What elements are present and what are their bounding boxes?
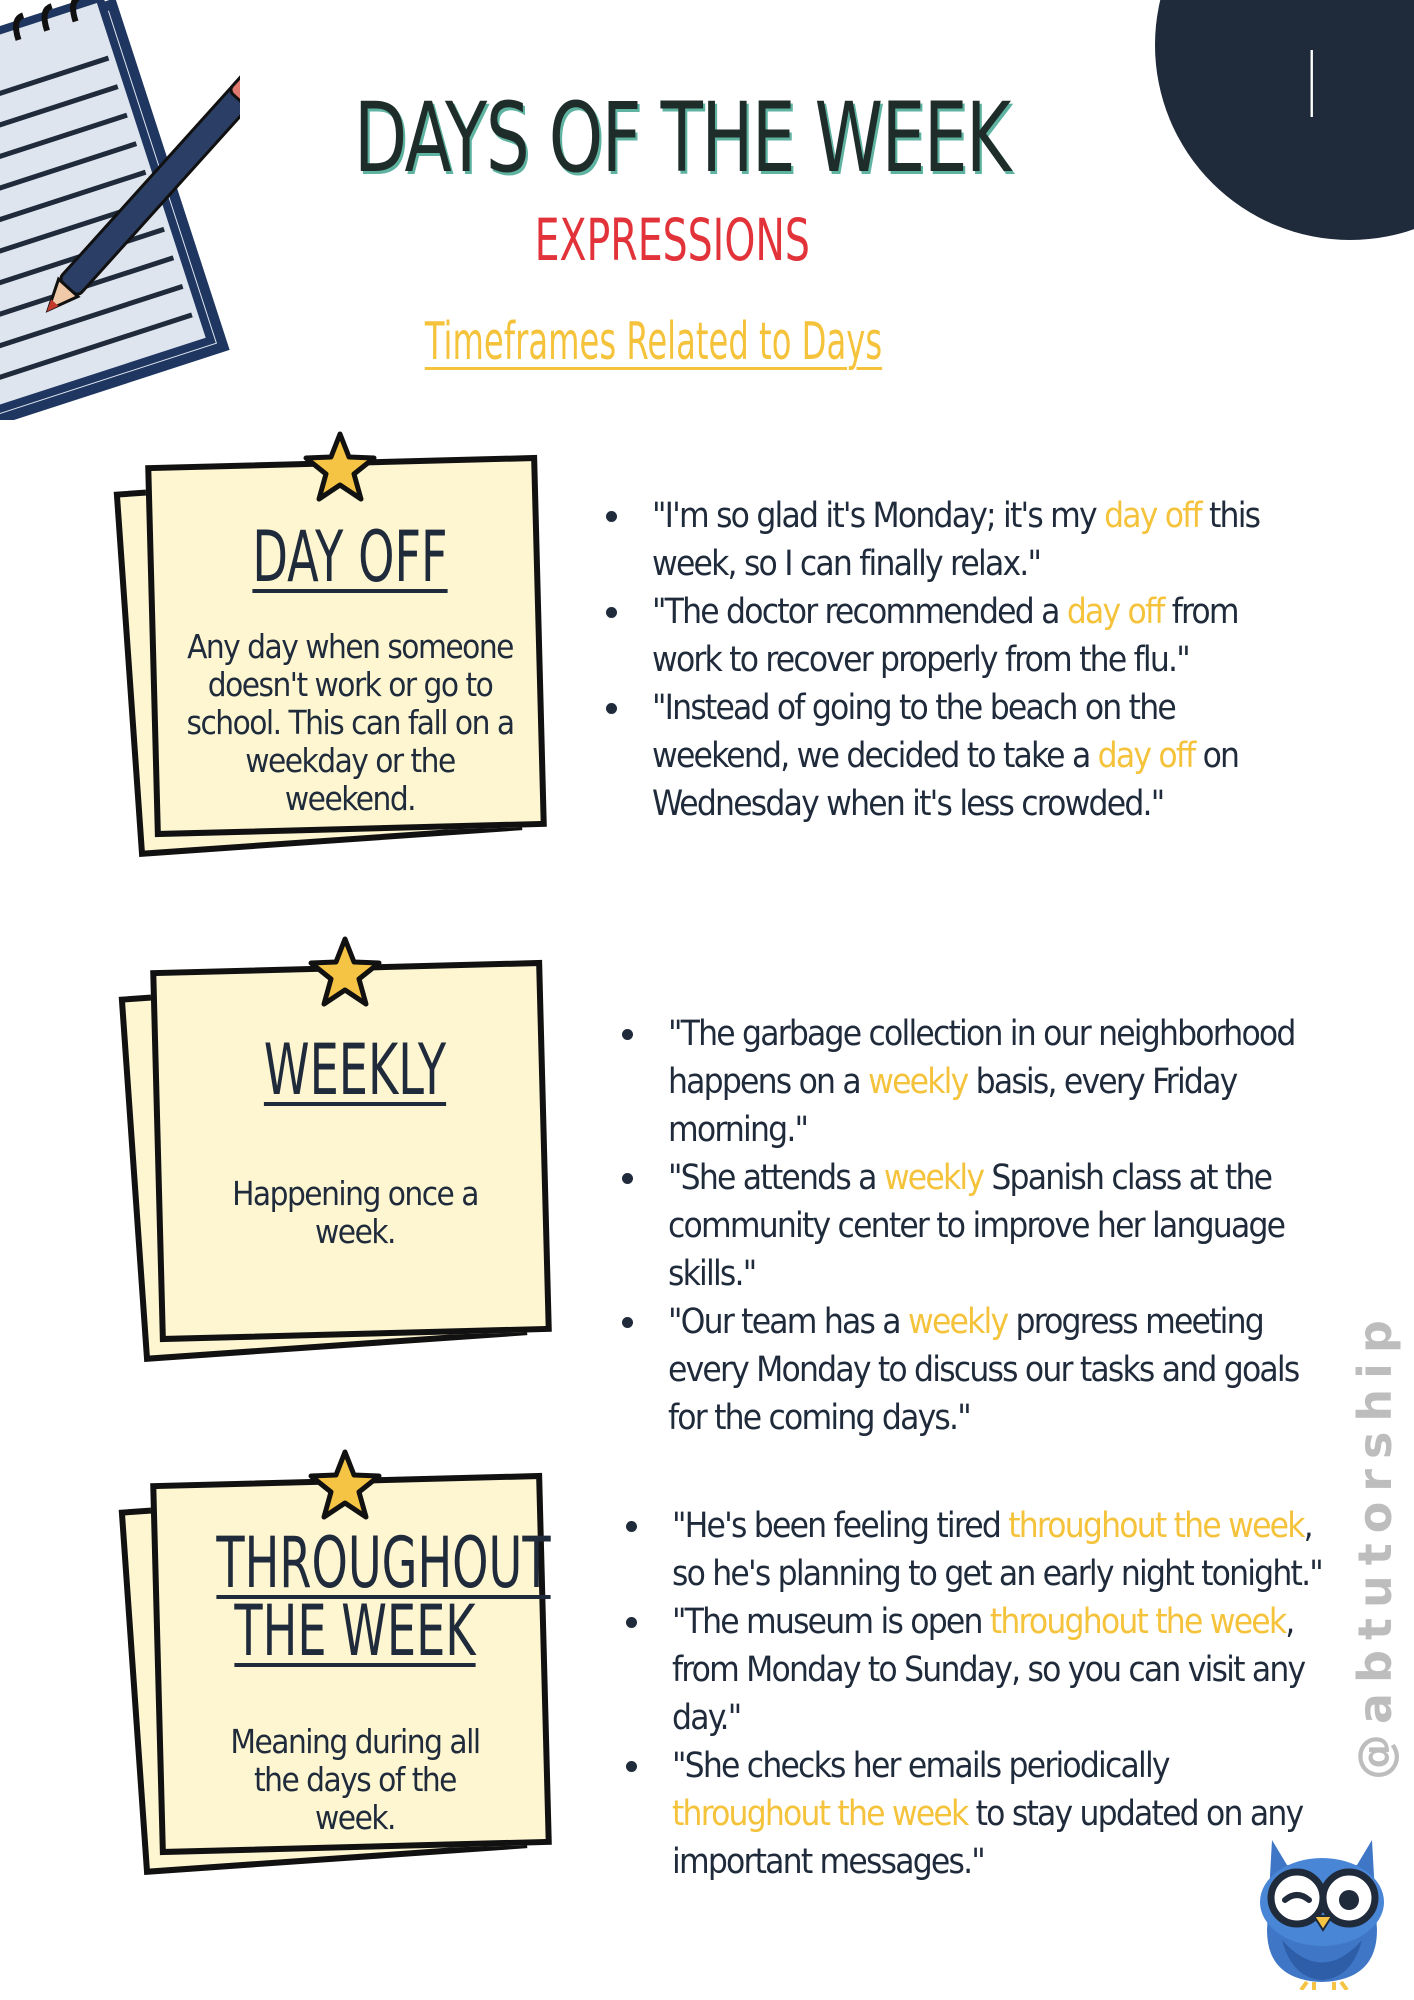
example-item: "He's been feeling tired throughout the week, so he's planning to get an early night tonight." [626, 1502, 1326, 1598]
example-item: "The garbage collection in our neighborhood happens on a weekly basis, every Friday morning." [622, 1010, 1322, 1154]
note-paper-front [150, 960, 552, 1342]
page-number: I [1305, 32, 1319, 139]
bullet-icon [626, 1521, 637, 1532]
bullet-icon [622, 1173, 633, 1184]
note-card-throughout-the-week [145, 1478, 551, 1858]
bullet-icon [622, 1029, 633, 1040]
star-pin-icon [307, 935, 383, 1009]
bullet-icon [626, 1617, 637, 1628]
term-definition: Meaning during all the days of the week. [230, 1722, 480, 1837]
examples-list-throughout-the-week [626, 1502, 1326, 1886]
bullet-icon [606, 703, 617, 714]
note-card-weekly [145, 965, 535, 1345]
bullet-icon [606, 607, 617, 618]
example-item: "The museum is open throughout the week, from Monday to Sunday, so you can visit any day." [626, 1598, 1326, 1742]
example-item: "Our team has a weekly progress meeting every Monday to discuss our tasks and goals for the coming days." [622, 1298, 1322, 1442]
term-title: WEEKLY [263, 1029, 447, 1111]
term-title: DAY OFF [252, 516, 448, 598]
term-definition: Any day when someone doesn't work or go to school. This can fall on a weekday or the weekend. [186, 627, 514, 818]
example-item: "She checks her emails periodically throughout the week to stay updated on any important messages." [626, 1742, 1326, 1886]
example-item: "I'm so glad it's Monday; it's my day off this week, so I can finally relax." [606, 492, 1306, 588]
bullet-icon [622, 1317, 633, 1328]
term-definition: Happening once a week. [232, 1174, 478, 1251]
page-subtitle: EXPRESSIONS [534, 206, 810, 274]
examples-list-day-off [606, 492, 1306, 828]
section-heading: Timeframes Related to Days [424, 312, 883, 372]
term-title-line-2: THE WEEK [234, 1590, 476, 1672]
watermark-handle: @abtutorship [1348, 1310, 1402, 1780]
example-item: "Instead of going to the beach on the weekend, we decided to take a day off on Wednesday when it's less crowded." [606, 684, 1306, 828]
note-card-day-off [140, 460, 530, 840]
page-title: DAYS OF THE WEEK [353, 82, 1010, 194]
bullet-icon [606, 511, 617, 522]
star-pin-icon [302, 430, 378, 504]
owl-mascot-icon [1252, 1810, 1392, 1990]
star-pin-icon [307, 1448, 383, 1522]
example-item: "She attends a weekly Spanish class at the community center to improve her language skills." [622, 1154, 1322, 1298]
bullet-icon [626, 1761, 637, 1772]
example-item: "The doctor recommended a day off from work to recover properly from the flu." [606, 588, 1306, 684]
term-title-line-1: THROUGHOUT [216, 1522, 551, 1604]
examples-list-weekly [622, 1010, 1322, 1442]
